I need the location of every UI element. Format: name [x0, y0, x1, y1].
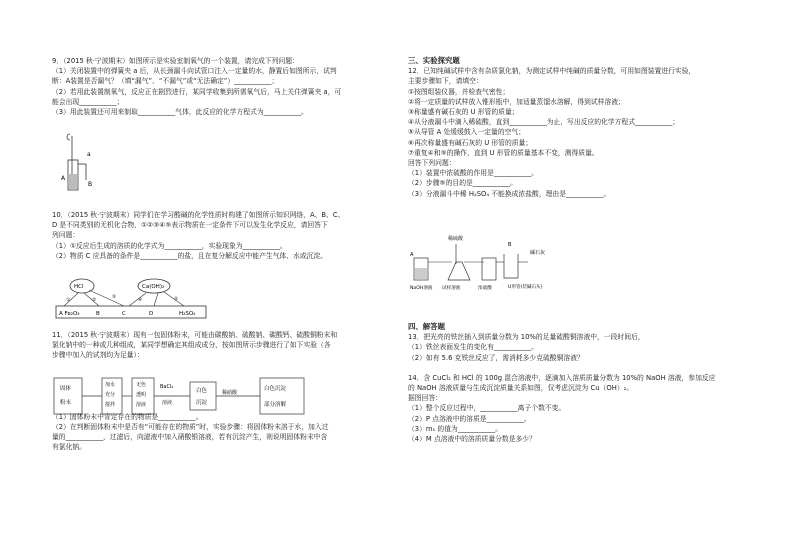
question-10	[52, 210, 392, 261]
q12-apparatus-figure	[408, 232, 578, 297]
acid-base-network	[54, 276, 214, 320]
flowchart-drawing	[52, 374, 322, 424]
q12-line: ③称量盛有碱石灰的 U 形管的质量；	[408, 108, 519, 117]
node-b: B	[96, 311, 100, 317]
q12-line: 12．已知纯碱试样中含有杂质氯化钠，为测定试样中纯碱的质量分数，可用如图装置进行实验，	[408, 67, 696, 76]
q14-line: 据图回答：	[408, 394, 442, 403]
naoh-liquid	[415, 268, 427, 279]
q11-line: （2）在判断固体粉末中是否有“可能存在的物质”时，实验步骤：将固体粉末溶于水，加入过	[52, 422, 329, 431]
question-14	[408, 373, 754, 444]
q11-line	[52, 361, 392, 371]
q14-line: 14．含 CuCl₂ 和 HCl 的 100g 混合溶液中，逐滴加入溶质质量分数为 10%的 NaOH 溶液，参加反应	[408, 373, 716, 382]
fig-label-B: B	[508, 242, 512, 248]
q12-line: ⑤从导管 A 处缓缓鼓入一定量的空气；	[408, 128, 526, 137]
q10-line: 列问题：	[52, 231, 80, 240]
flow-text-14: 白色沉淀	[264, 386, 287, 392]
section-3-title: 三、实验探究题	[408, 56, 460, 65]
conical-flask	[448, 262, 470, 280]
label-B: B	[88, 181, 93, 188]
q13-line: （2）如有 5.6 克铁丝反应了，需消耗多少克硫酸铜溶液？	[408, 353, 584, 362]
label-A: A	[61, 175, 66, 182]
question-12	[408, 66, 754, 199]
mark-2: ②	[92, 298, 97, 303]
node-d: D	[149, 311, 154, 317]
q13-line: （1）铁丝表面发生的变化有___________。	[408, 343, 539, 352]
fig-label-naoh: NaOH溶液	[410, 286, 433, 291]
q12-line: 主要步骤如下，请填空：	[408, 77, 483, 86]
flow-text-6: 无色	[136, 382, 147, 388]
mark-4: ④	[138, 298, 143, 303]
spacer	[408, 363, 754, 373]
q12-line: ①按图组装仪器，并检查气密性；	[408, 87, 510, 96]
q12-line: （2）步骤⑤的目的是___________。	[408, 179, 517, 188]
q11-line: 有氯化钠。	[52, 443, 86, 452]
section-4-title: 四、解答题	[408, 322, 445, 331]
node-c: C	[122, 311, 126, 317]
q12-line: （3）分液漏斗中稀 H₂SO₄ 不能换成浓盐酸，理由是___________。	[408, 189, 611, 198]
flow-text-12: 沉淀	[196, 400, 208, 406]
liquid	[69, 174, 77, 189]
q12-line: ⑦重复④和⑤的操作，直到 U 形管的质量基本不变，测得质量。	[408, 148, 599, 157]
funnel-top	[67, 134, 70, 140]
flow-text-7: 透明	[136, 392, 147, 398]
flow-text-2: 粉末	[60, 400, 72, 406]
flow-text-5: 搅拌	[105, 402, 116, 408]
fig-label-sample: 试样溶液	[442, 286, 461, 291]
q14-line: （1）整个反应过程中，___________离子个数不变。	[408, 404, 566, 413]
flow-text-10: 溶液	[162, 400, 173, 406]
flow-text-11: 白色	[196, 388, 208, 394]
fig-label-acid: 稀硫酸	[448, 236, 464, 242]
mark-1: ①	[66, 298, 71, 303]
q9-line: 断：A装置是否漏气？（填“漏气”、“不漏气”或“无法确定”）___________；	[52, 77, 279, 86]
q9-apparatus-figure	[60, 130, 100, 201]
q9-line: 9．（2015 秋·宁波期末）如图所示是实验室制氧气的一个装置，请完成下列问题：	[52, 57, 299, 65]
flow-text-1: 固体	[60, 386, 72, 392]
flow-box-powder	[54, 378, 82, 414]
q11-line: （1）固体粉末中肯定存在的物质是___________。	[52, 412, 203, 421]
mark-5: ⑤	[174, 297, 179, 302]
q11-line: 步骤中加入的试剂均为足量）：	[52, 351, 144, 360]
q11-line: 氯化钠中的一种或几种组成，某同学想确定其组成成分，按如图所示步骤进行了如下实验（各	[52, 341, 331, 350]
q14-line: 的 NaOH 溶液质量与生成沉淀质量关系如图，仅考虑沉淀为 Cu（OH）₂。	[408, 384, 634, 393]
fig-label-conc-acid: 浓硫酸	[478, 286, 492, 291]
flow-text-3: 加水	[105, 382, 116, 388]
q10-line: 10．（2015 秋·宁波期末）同学们在学习酸碱的化学性质时构建了如图所示知识网络，A、B、C、	[52, 211, 345, 219]
hcl-label: HCl	[74, 284, 84, 290]
q10-line: （1）①反应后生成的溶质的化学式为___________，实验现象为___________。	[52, 241, 287, 250]
bottle-h2so4	[482, 258, 496, 280]
section-3	[408, 56, 754, 199]
node-a: A Fe₂O₃	[59, 311, 80, 317]
question-9	[52, 56, 392, 117]
q12-line: ④从分液漏斗中滴入稀硫酸，直到___________为止，写出反应的化学方程式___________；	[408, 118, 680, 127]
u-tube	[504, 254, 518, 278]
flow-text-15: 部分溶解	[264, 402, 287, 408]
section-4	[408, 322, 754, 444]
mark-3: ③	[112, 295, 117, 300]
q9-line: （3）用此装置还可用来制取___________气体，此反应的化学方程式为___________。	[52, 108, 308, 117]
q9-line: （1）关闭装置中的弹簧夹 a 后，从长颈漏斗向试管口注入一定量的水，静置后如图所示，试判	[52, 67, 337, 76]
q14-line: （2）P 点溶液中的溶质是___________。	[408, 414, 531, 423]
q11-flowchart	[52, 374, 322, 427]
question-13	[408, 332, 754, 363]
flow-text-9: BaCl₂	[160, 384, 174, 390]
flow-text-4: 充分	[105, 392, 116, 398]
q14-line: （3）m₁ 的值为___________。	[408, 424, 502, 433]
apparatus-drawing	[60, 130, 100, 198]
fig-label-lime: 碱石灰	[530, 250, 546, 256]
q12-line: （1）装置中浓硫酸的作用是___________。	[408, 169, 539, 178]
fig-label-utube: U形管(装碱石灰)	[508, 285, 543, 290]
label-a: a	[87, 151, 91, 158]
q9-line: （2）若用此装置制氧气，反应正在剧烈进行，某同学收集到所需氧气后，马上关住弹簧夹 a，可	[52, 87, 342, 96]
q14-line: （4）M 点溶液中的溶质质量分数是多少？	[408, 435, 536, 444]
flow-text-13: 稀硝酸	[222, 390, 238, 396]
node-h2so4: H₂SO₄	[179, 311, 196, 317]
q11-line: 11．（2015 秋·宁波期末）现有一包固体粉末，可能由碳酸钠、硫酸钠、碳酸钙、硫酸铜粉末和	[52, 331, 338, 339]
q10-network-figure	[54, 276, 214, 323]
q12-line: ⑥再次称量盛有碱石灰的 U 形管的质量；	[408, 138, 533, 147]
q12-line: ②将一定质量的试样放入锥形瓶中，加适量蒸馏水溶解，得到试样溶液；	[408, 97, 625, 106]
q10-line: D 是不同类别的无机化合物，①②③④⑤表示物质在一定条件下可以发生化学反应，请回答下	[52, 221, 328, 230]
q12-apparatus	[408, 232, 578, 294]
fig-label-A: A	[410, 252, 414, 258]
q9-line: 能会出现___________；	[52, 97, 124, 106]
q12-line: 回答下列问题：	[408, 159, 456, 168]
q11-line: 量的___________，过滤后，向滤液中加入硝酸银溶液，若有沉淀产生，则说明固体粉末中含	[52, 433, 328, 442]
flow-text-8: 溶液	[136, 402, 147, 408]
q10-line: （2）物质 C 应具备的条件是___________的盐，且在复分解反应中能产生气体、水或沉淀。	[52, 251, 328, 260]
q13-line: 13．把光亮的铁丝插入到质量分数为 10%的足量硫酸铜溶液中，一段时间后，	[408, 333, 645, 342]
caoh2-label: Ca(OH)₂	[142, 284, 165, 290]
flow-box-result	[260, 378, 304, 414]
edge-5	[154, 293, 158, 306]
